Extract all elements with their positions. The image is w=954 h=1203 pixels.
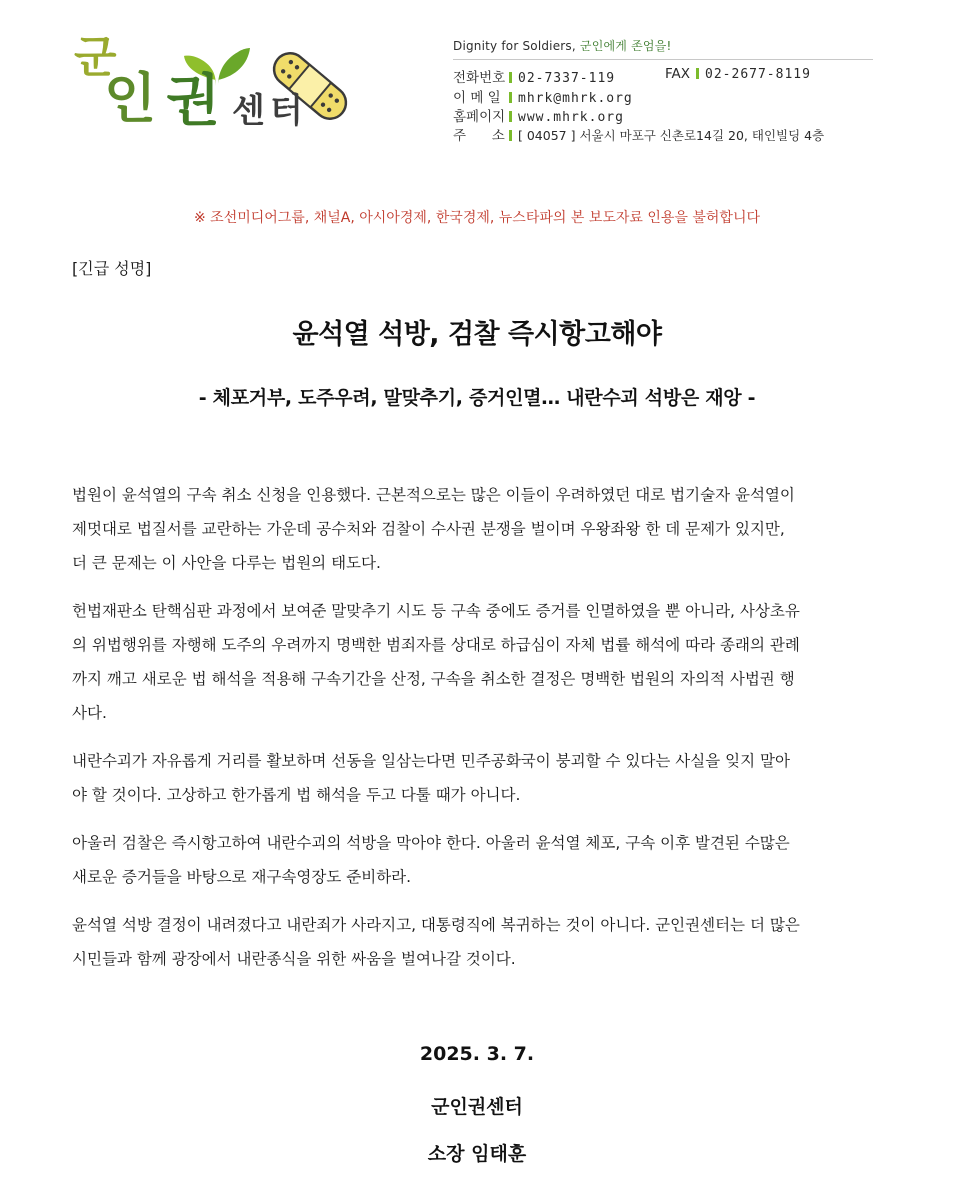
tagline [453,37,672,54]
paragraph [72,478,882,580]
signature-date: 2025. 3. 7. [419,1043,535,1065]
logo-char: 인 [104,67,157,130]
contact-fax [665,66,811,82]
contact-email [453,86,633,106]
paragraph [72,594,882,730]
logo-char: 군 [74,32,117,83]
tagline-ko: 군인에게 존엄을! [579,39,672,53]
homepage-link[interactable]: www.mhrk.org [518,110,624,125]
citation-notice: ※ 조선미디어그룹, 채널A, 아시아경제, 한국경제, 뉴스타파의 본 보도자료 인용을 불허합니다 [193,210,761,226]
paragraph-line: 의 위법행위를 자행해 도주의 우려까지 명백한 범죄자를 상대로 하급심이 자체 법률 해석에 따라 종래의 관례 [72,636,800,654]
page-title: 윤석열 석방, 검찰 즉시항고해야 [292,319,662,350]
paragraph-line: 아울러 검찰은 즉시항고하여 내란수괴의 석방을 막아야 한다. 아울러 윤석열 체포, 구속 이후 발견된 수많은 [72,834,790,852]
logo-char: 권 [166,69,221,134]
paragraph-line: 시민들과 함께 광장에서 내란종식을 위한 싸움을 벌여나갈 것이다. [72,950,516,968]
contact-label: 홈페이지 [453,109,506,125]
org-logo [70,34,360,144]
header-divider [453,59,873,60]
bullet-bar-icon [509,72,512,83]
contact-homepage [453,105,624,125]
page-subtitle: - 체포거부, 도주우려, 말맞추기, 증거인멸… 내란수괴 석방은 재앙 - [198,387,756,409]
bullet-bar-icon [696,68,699,79]
logo-char: 터 [270,91,303,131]
address-value: [ 04057 ] 서울시 마포구 신촌로14길 20, 태인빌딩 4층 [518,128,825,143]
paragraph-line: 새로운 증거들을 바탕으로 재구속영장도 준비하라. [72,868,412,886]
fax-label: FAX [665,66,691,82]
paragraph-line: 제멋대로 법질서를 교란하는 가운데 공수처와 검찰이 수사권 분쟁을 벌이며 우왕좌왕 한 데 문제가 있지만, [72,520,785,538]
fax-value: 02-2677-8119 [705,67,811,82]
paragraph [72,826,882,894]
paragraph-line: 까지 깨고 새로운 법 해석을 적용해 구속기간을 산정, 구속을 취소한 결정은 명백한 법원의 자의적 사법권 행 [72,670,795,688]
phone-value: 02-7337-119 [518,71,616,86]
contact-label: 전화번호 [453,70,506,86]
bullet-bar-icon [509,92,512,103]
statement-body [72,478,882,990]
paragraph-line: 헌법재판소 탄핵심판 과정에서 보여준 말맞추기 시도 등 구속 중에도 증거를 인멸하였을 뿐 아니라, 사상초유 [72,602,800,620]
paragraph [72,744,882,812]
signature-org: 군인권센터 [431,1096,523,1118]
statement-tag: [긴급 성명] [72,259,152,278]
contact-address [453,124,824,144]
logo-char: 센 [232,91,265,131]
paragraph-line: 내란수괴가 자유롭게 거리를 활보하며 선동을 일삼는다면 민주공화국이 붕괴할 수 있다는 사실을 잊지 말아 [72,752,790,770]
paragraph-line: 야 할 것이다. 고상하고 한가롭게 법 해석을 두고 다툴 때가 아니다. [72,786,521,804]
signature-head: 소장 임태훈 [427,1143,527,1165]
paragraph [72,908,882,976]
email-link[interactable]: mhrk@mhrk.org [518,91,633,106]
paragraph-line: 더 큰 문제는 이 사안을 다루는 법원의 태도다. [72,554,381,572]
paragraph-line: 법원이 윤석열의 구속 취소 신청을 인용했다. 근본적으로는 많은 이들이 우려하였던 대로 법기술자 윤석열이 [72,486,795,504]
paragraph-line: 윤석열 석방 결정이 내려졌다고 내란죄가 사라지고, 대통령직에 복귀하는 것이 아니다. 군인권센터는 더 많은 [72,916,800,934]
bullet-bar-icon [509,130,512,141]
contact-phone [453,66,615,86]
contact-label: 이 메 일 [453,90,501,106]
logo-wordmark [70,34,360,144]
contact-label: 주 소 [453,128,505,144]
bullet-bar-icon [509,111,512,122]
tagline-en: Dignity for Soldiers, [453,39,580,53]
paragraph-line: 사다. [72,704,107,722]
